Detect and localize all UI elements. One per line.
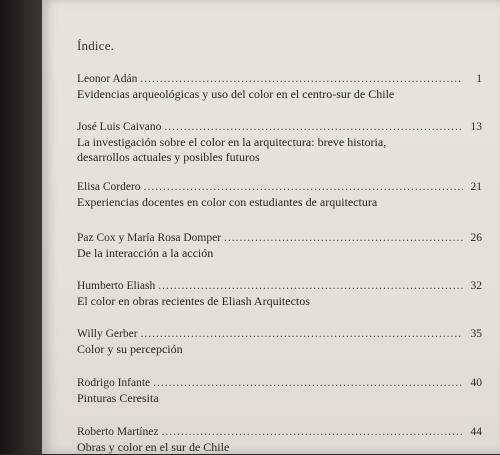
dot-leader (164, 120, 463, 135)
index-entry (77, 180, 482, 210)
entry-page-number: 35 (470, 328, 482, 340)
entry-title: Experiencias docentes en color con estudiantes de arquitectura (77, 195, 378, 209)
dot-leader (161, 425, 463, 440)
entry-title: El color en obras recientes de Eliash Arquitectos (77, 294, 310, 308)
entry-title: Pinturas Ceresita (77, 391, 159, 405)
entry-author: Roberto Martínez (77, 426, 159, 438)
entry-page-number: 44 (470, 426, 482, 438)
dot-leader (140, 72, 463, 87)
book-page (42, 0, 500, 454)
index-entry (77, 327, 482, 357)
dot-leader (158, 279, 463, 294)
entry-author: José Luis Caivano (77, 121, 162, 133)
index-entry (77, 120, 482, 165)
entry-page-number: 21 (470, 181, 482, 193)
entry-page-number: 13 (470, 121, 482, 133)
entry-page-number: 26 (470, 232, 482, 244)
dot-leader (224, 231, 463, 246)
entry-author: Willy Gerber (77, 328, 138, 340)
index-entry (77, 231, 482, 261)
entry-author: Rodrigo Infante (77, 377, 151, 389)
entry-title: Evidencias arqueológicas y uso del color en el centro-sur de Chile (77, 87, 395, 101)
entry-title: Color y su percepción (77, 342, 183, 356)
entry-author: Elisa Cordero (77, 181, 141, 193)
entry-title: La investigación sobre el color en la arquitectura: breve historia, desarrollos actuales y posibles futuros (77, 135, 387, 164)
index-heading: Índice. (77, 38, 115, 53)
book-spine (0, 0, 42, 454)
entry-author: Leonor Adán (77, 73, 138, 85)
index-entry (77, 425, 482, 455)
dot-leader (153, 376, 463, 391)
entry-author: Humberto Eliash (77, 280, 156, 292)
index-entry (77, 72, 482, 102)
dot-leader (141, 327, 463, 342)
entry-title: De la interacción a la acción (77, 246, 214, 260)
entry-page-number: 32 (470, 280, 482, 292)
entry-title: Obras y color en el sur de Chile (77, 440, 230, 454)
entry-page-number: 40 (470, 377, 482, 389)
dot-leader (144, 180, 463, 195)
index-entry (77, 279, 482, 309)
index-entry (77, 376, 482, 406)
entry-author: Paz Cox y María Rosa Domper (77, 232, 222, 244)
entry-page-number: 1 (476, 73, 482, 85)
